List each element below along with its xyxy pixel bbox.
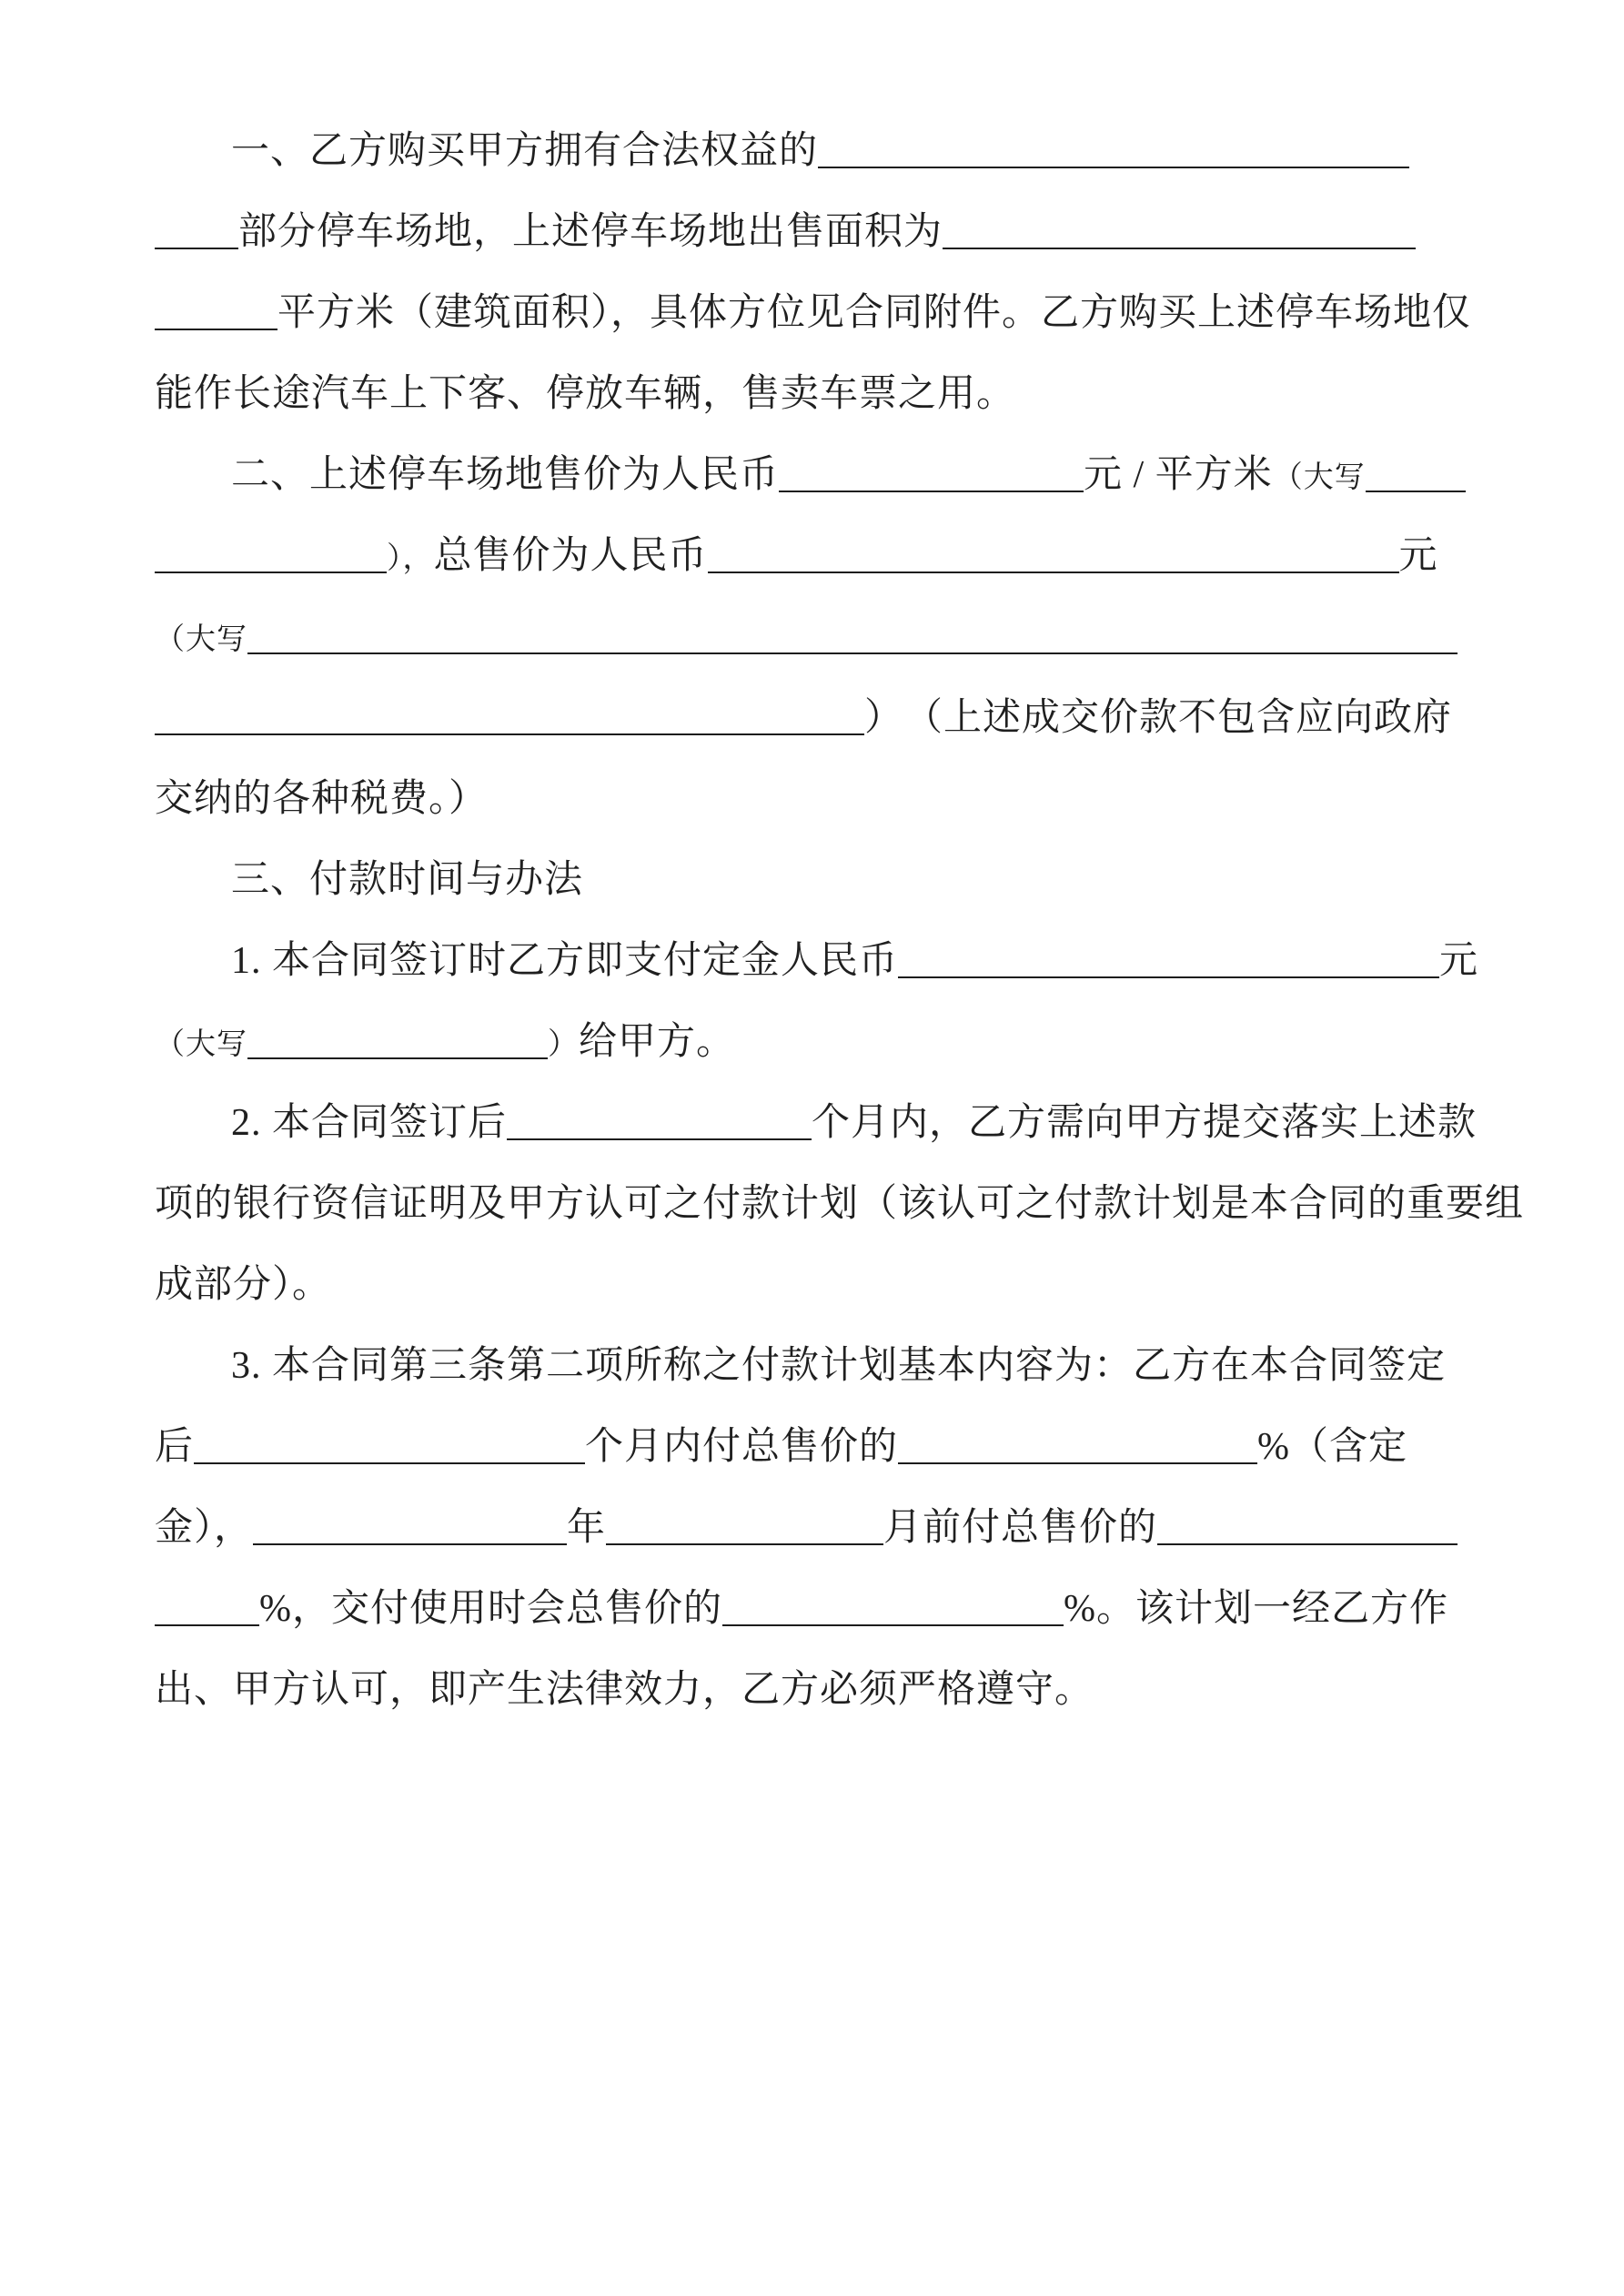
fill-in-blank bbox=[155, 533, 387, 573]
text-run: 元 / 平方米 bbox=[1084, 454, 1273, 496]
text-run: 后 bbox=[155, 1426, 195, 1468]
fill-in-blank bbox=[247, 614, 1458, 654]
text-run: 个月内，乙方需向甲方提交落实上述款 bbox=[812, 1102, 1478, 1144]
document-line bbox=[155, 840, 1469, 921]
fill-in-blank bbox=[898, 1424, 1257, 1464]
document-line bbox=[155, 1569, 1469, 1650]
text-run: 金）， bbox=[155, 1507, 254, 1549]
text-run: %（含定 bbox=[1257, 1426, 1408, 1468]
document-line bbox=[155, 1650, 1469, 1731]
fill-in-blank bbox=[779, 452, 1084, 492]
document-line bbox=[155, 435, 1469, 516]
document-line bbox=[155, 1083, 1478, 1164]
fill-in-blank bbox=[194, 1424, 585, 1464]
fill-in-blank bbox=[155, 209, 238, 249]
text-run: 出、甲方认可，即产生法律效力，乙方必须严格遵守。 bbox=[155, 1669, 1094, 1711]
document-line bbox=[155, 1164, 1525, 1245]
fill-in-blank bbox=[708, 533, 1399, 573]
document-line bbox=[155, 921, 1479, 1002]
text-run: 三、付款时间与办法 bbox=[231, 859, 584, 901]
text-run: 年 bbox=[567, 1507, 607, 1549]
text-run: （大写 bbox=[1272, 461, 1366, 494]
document-line bbox=[155, 192, 1469, 273]
text-run: 1. 本合同签订时乙方即支付定金人民币 bbox=[231, 940, 899, 982]
text-run: 二、上述停车场地售价为人民币 bbox=[231, 454, 780, 496]
document-line bbox=[155, 597, 1469, 678]
document-line bbox=[155, 1488, 1469, 1569]
text-run: 元 bbox=[1439, 940, 1479, 982]
text-run: 项的银行资信证明及甲方认可之付款计划（该认可之付款计划是本合同的重要组 bbox=[155, 1183, 1525, 1225]
fill-in-blank bbox=[898, 938, 1439, 978]
fill-in-blank bbox=[943, 209, 1416, 249]
document-line bbox=[155, 111, 1469, 192]
text-run: 给甲方。 bbox=[579, 1021, 736, 1063]
text-run: （大写 bbox=[155, 1028, 247, 1061]
text-run: 一、乙方购买甲方拥有合法权益的 bbox=[231, 130, 819, 172]
document-line bbox=[155, 1326, 1469, 1407]
document-line bbox=[155, 759, 1469, 840]
document-line bbox=[155, 1002, 1469, 1083]
text-run: 2. 本合同签订后 bbox=[231, 1102, 508, 1144]
text-run: 个月内付总售价的 bbox=[585, 1426, 899, 1468]
document-line bbox=[155, 1407, 1469, 1488]
fill-in-blank bbox=[155, 1586, 259, 1626]
text-run: 交纳的各种税费。） bbox=[155, 778, 489, 820]
text-run: 3. 本合同第三条第二项所称之付款计划基本内容为：乙方在本合同签定 bbox=[231, 1345, 1447, 1387]
text-run: 元 bbox=[1398, 535, 1438, 577]
fill-in-blank bbox=[818, 128, 1409, 168]
document-line bbox=[155, 354, 1469, 435]
fill-in-blank bbox=[155, 695, 864, 735]
text-run: 平方米（建筑面积），具体方位见合同附件。乙方购买上述停车场地仅 bbox=[277, 292, 1472, 334]
document-line bbox=[155, 1245, 1469, 1326]
fill-in-blank bbox=[155, 290, 277, 330]
document-body bbox=[155, 111, 1525, 1731]
fill-in-blank bbox=[1366, 452, 1466, 492]
fill-in-blank bbox=[722, 1586, 1064, 1626]
fill-in-blank bbox=[253, 1505, 567, 1545]
text-run: %。该计划一经乙方作 bbox=[1064, 1588, 1448, 1630]
text-run: ） （上述成交价款不包含应向政府 bbox=[864, 697, 1453, 739]
text-run: 总售价为人民币 bbox=[433, 535, 708, 577]
fill-in-blank bbox=[1157, 1505, 1458, 1545]
text-run: 部分停车场地，上述停车场地出售面积为 bbox=[238, 211, 943, 253]
text-run: 成部分）。 bbox=[155, 1264, 332, 1306]
text-run: 能作长途汽车上下客、停放车辆，售卖车票之用。 bbox=[155, 373, 1016, 415]
text-run: ）， bbox=[387, 542, 434, 575]
document-line bbox=[155, 678, 1469, 759]
text-run: %，交付使用时会总售价的 bbox=[259, 1588, 722, 1630]
fill-in-blank bbox=[247, 1019, 548, 1059]
document-line bbox=[155, 273, 1472, 354]
text-run: 月前付总售价的 bbox=[883, 1507, 1158, 1549]
text-run: （大写 bbox=[155, 623, 247, 656]
fill-in-blank bbox=[606, 1505, 883, 1545]
fill-in-blank bbox=[507, 1100, 812, 1140]
document-line bbox=[155, 516, 1469, 597]
text-run: ） bbox=[548, 1028, 579, 1061]
